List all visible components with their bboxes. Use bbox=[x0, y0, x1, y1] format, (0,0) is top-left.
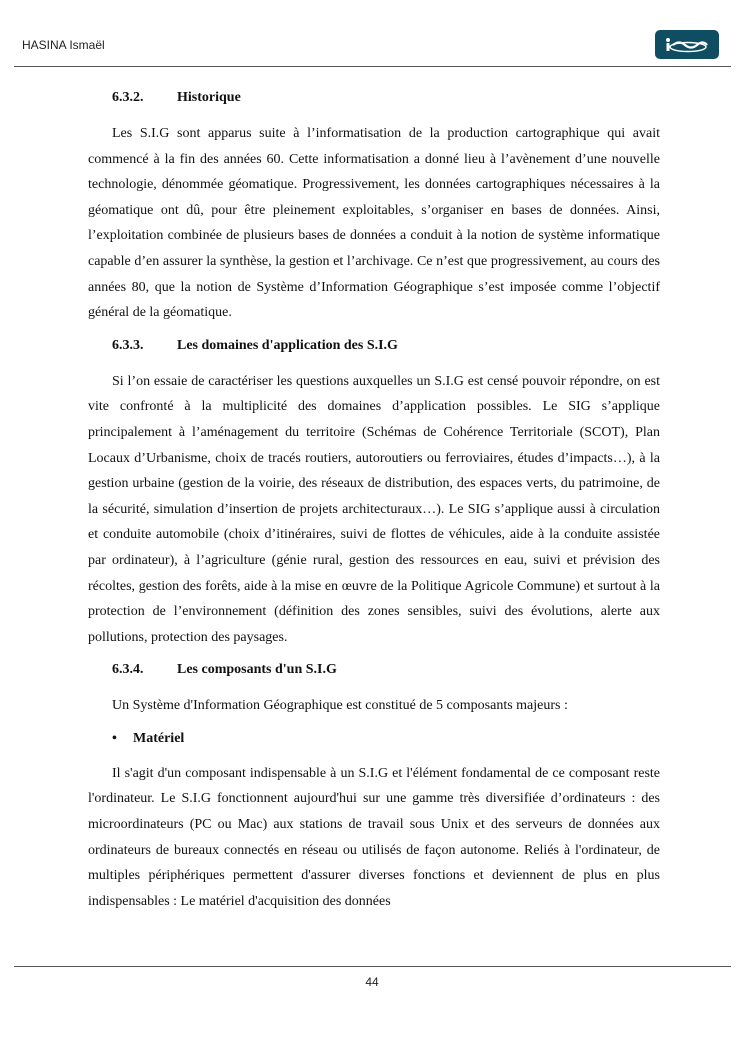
institution-logo-icon bbox=[655, 30, 719, 59]
section-heading-domaines bbox=[88, 334, 660, 360]
bullet-marker: • bbox=[112, 730, 117, 746]
section-number: 6.3.2. bbox=[112, 90, 144, 105]
section-number: 6.3.4. bbox=[112, 662, 144, 678]
bullet-label: Matériel bbox=[133, 730, 185, 746]
page-number: 44 bbox=[365, 975, 379, 989]
header-divider bbox=[14, 66, 731, 67]
bullet-materiel bbox=[88, 727, 660, 753]
section-title: Les domaines d'application des S.I.G bbox=[177, 337, 398, 353]
footer-divider bbox=[14, 966, 731, 967]
paragraph-domaines: Si l’on essaie de caractériser les questions auxquelles un S.I.G est censé pouvoir répondre, on est vite confronté à la multiplicité des domaines d’application possibles. Le SIG s’applique principalement à l’aménagement du territoire (Schémas de Cohérence Territoriale (SCOT), Plan Locaux d’Urbanisme, choix de tracés routiers, autoroutiers ou ferroviaires, études d’impacts…), à la gestion urbaine (gestion de la voirie, des réseaux de distribution, des espaces verts, du patrimoine, de la sécurité, simulation d’insertion de projets architecturaux…). Le SIG s’applique aussi à circulation et conduite automobile (choix d’itinéraires, suivi de flottes de véhicules, aide à la conduite assistée par ordinateur), à l’agriculture (génie rural, gestion des ressources en eau, suivi et prévision des récoltes, gestion des forêts, aide à la mise en œuvre de la Politique Agricole Commune) et surtout à la protection de l’environnement (définition des zones sensibles, suivi des évolutions, alerte aux pollutions, protection des paysages. bbox=[88, 373, 660, 645]
paragraph-composants-intro: Un Système d'Information Géographique est constitué de 5 composants majeurs : bbox=[112, 698, 568, 714]
paragraph-materiel: Il s'agit d'un composant indispensable à un S.I.G et l'élément fondamental de ce composant reste l'ordinateur. Le S.I.G fonctionnent aujourd'hui sur une gamme très diversifiée d’ordinateurs : des microordinateurs (PC ou Mac) aux stations de travail sous Unix et des serveurs de données aux ordinateurs de bureaux connectés en réseau ou utilisés de façon autonome. Reliés à l'ordinateur, de multiples périphériques permettent d'assurer diverses fonctions et deviennent de plus en plus indispensables : Le matériel d'acquisition des données bbox=[88, 765, 660, 909]
section-number: 6.3.3. bbox=[112, 337, 144, 353]
section-heading-historique bbox=[88, 86, 660, 112]
section-heading-composants bbox=[88, 658, 660, 684]
section-title: Les composants d'un S.I.G bbox=[177, 662, 337, 678]
section-title: Historique bbox=[177, 90, 241, 105]
header-author: HASINA Ismaël bbox=[22, 38, 105, 52]
document-body bbox=[88, 86, 660, 922]
paragraph-historique: Les S.I.G sont apparus suite à l’informatisation de la production cartographique qui avait commencé à la fin des années 60. Cette informatisation a donné lieu à l’avènement d’une nouvelle technologie, dénommée géomatique. Progressivement, les données cartographiques nécessaires à la géomatique ont dû, pour être pleinement exploitables, s’organiser en bases de données. Ainsi, l’exploitation combinée de plusieurs bases de données a conduit à la notion de système informatique capable d’en assurer la synthèse, la gestion et l’archivage. Ce n’est que progressivement, au cours des années 80, que la notion de Système d’Information Géographique s’est imposée comme l’objectif général de la géomatique. bbox=[88, 126, 660, 321]
